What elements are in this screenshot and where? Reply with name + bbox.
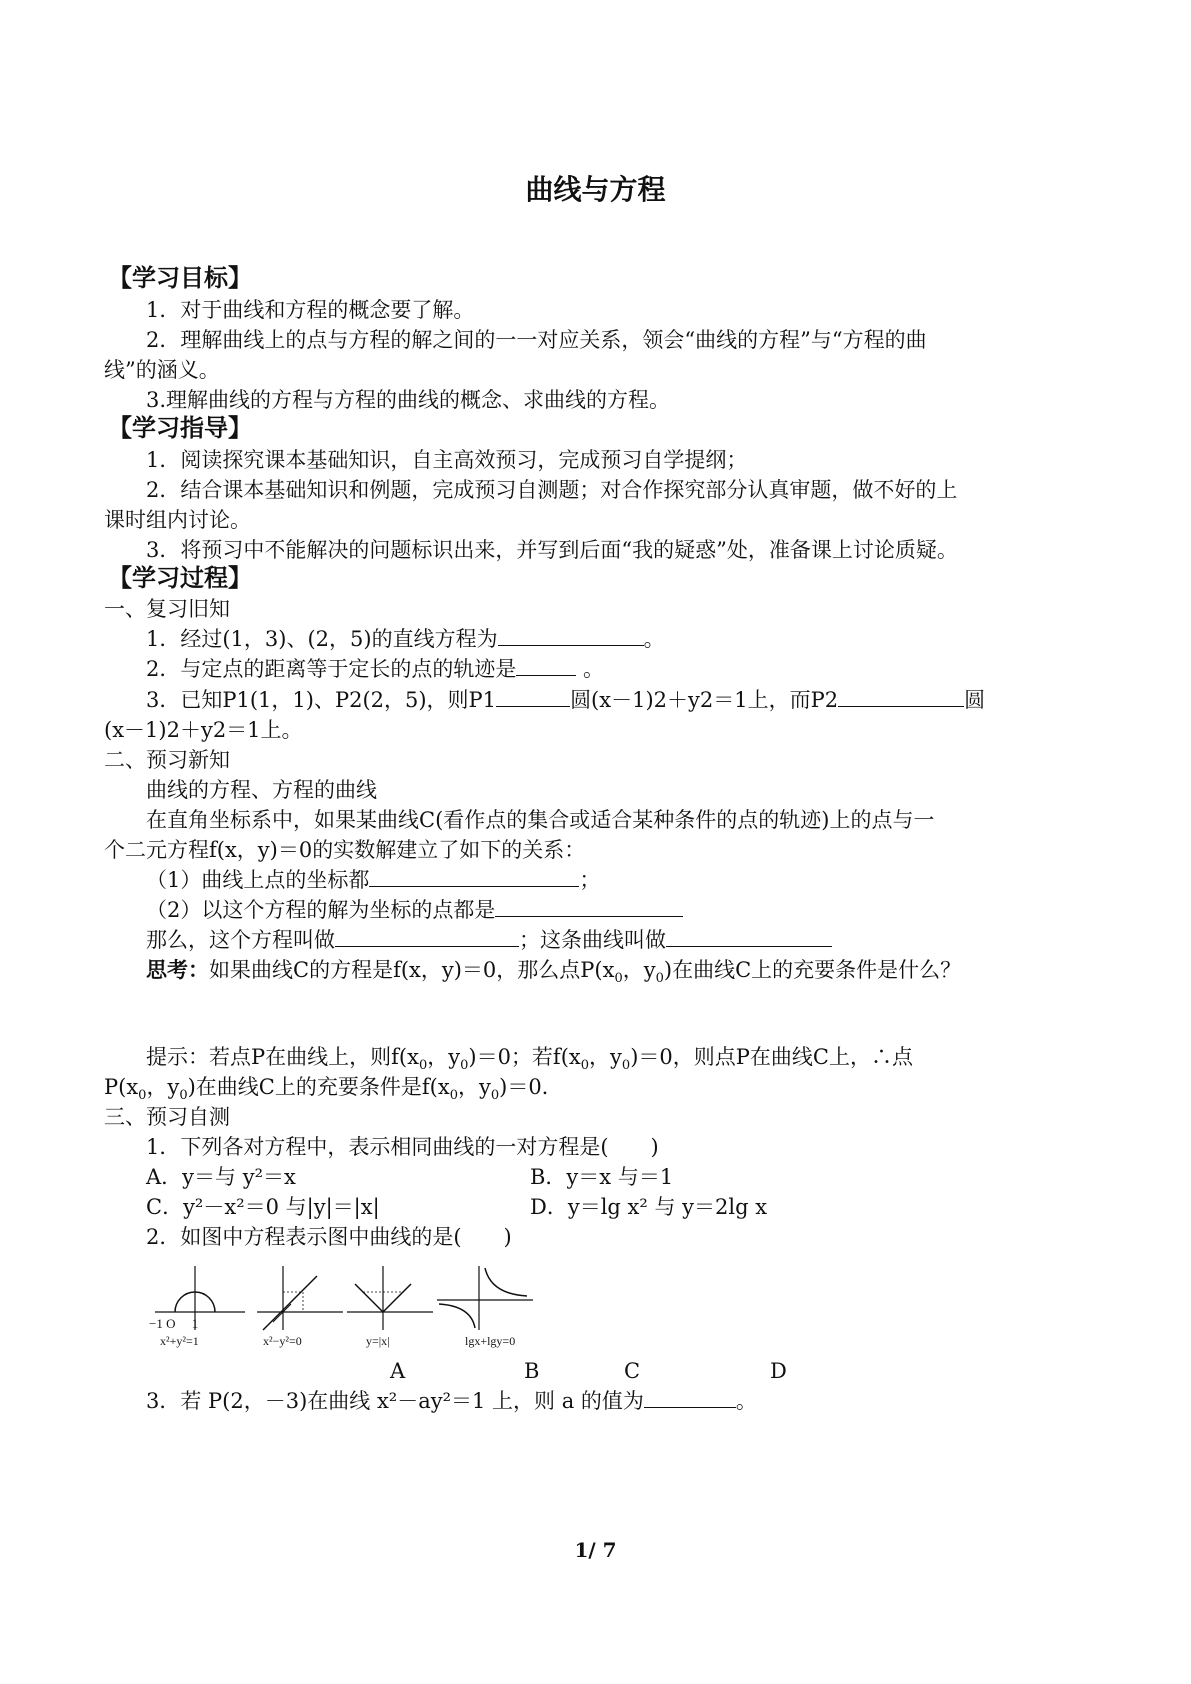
subscript: 0 bbox=[138, 1088, 147, 1104]
section-review: 一、复习旧知 bbox=[104, 597, 230, 621]
answer-blank[interactable] bbox=[496, 686, 570, 707]
preview-paragraph: 个二元方程f(x，y)＝0的实数解建立了如下的关系： bbox=[104, 838, 586, 862]
think-text: ，y bbox=[622, 958, 656, 982]
heading-process: 【学习过程】 bbox=[108, 564, 252, 592]
condition-1-text: （1）曲线上点的坐标都 bbox=[146, 868, 370, 892]
hint-text: )＝0. bbox=[499, 1075, 549, 1099]
subscript: 0 bbox=[621, 1058, 631, 1074]
answer-blank[interactable] bbox=[838, 686, 964, 707]
goal-item: 线”的涵义。 bbox=[104, 358, 220, 382]
answer-blank[interactable] bbox=[335, 926, 519, 947]
think-text: 如果曲线C的方程是f(x，y)＝0，那么点P(x bbox=[209, 958, 615, 982]
figure-d-hyperbola bbox=[435, 1262, 535, 1332]
hint-text: )在曲线C上的充要条件是f(x bbox=[187, 1075, 450, 1099]
review-q3-text: 圆(x－1)2＋y2＝1上，而P2 bbox=[570, 688, 839, 712]
page-title: 曲线与方程 bbox=[525, 173, 666, 206]
hint-text: P(x bbox=[104, 1075, 139, 1099]
review-q3-cont: (x－1)2＋y2＝1上。 bbox=[104, 718, 303, 742]
answer-blank[interactable] bbox=[369, 866, 579, 887]
hint-text: )＝0；若f(x bbox=[468, 1045, 581, 1069]
review-q2 bbox=[146, 655, 604, 683]
option-d[interactable]: D．y＝lg x² 与 y＝2lg x bbox=[530, 1195, 768, 1219]
guide-item: 3．将预习中不能解决的问题标识出来，并写到后面“我的疑惑”处，准备课上讨论质疑。 bbox=[146, 538, 958, 562]
think-text: )在曲线C上的充要条件是什么？ bbox=[663, 958, 962, 982]
option-a[interactable]: A．y＝与 y²＝x bbox=[146, 1165, 296, 1189]
condition-2 bbox=[146, 896, 683, 924]
fig-caption-a: x²+y²=1 bbox=[160, 1334, 199, 1348]
hint-text: ，y bbox=[589, 1045, 622, 1069]
selftest-q3-text: 3．若 P(2，－3)在曲线 x²－ay²＝1 上，则 a 的值为 bbox=[146, 1389, 644, 1413]
subscript: 0 bbox=[614, 971, 623, 987]
think-question bbox=[146, 956, 962, 987]
preview-paragraph: 在直角坐标系中，如果某曲线C(看作点的集合或适合某种条件的点的轨迹)上的点与一 bbox=[146, 808, 935, 832]
subscript: 0 bbox=[655, 971, 664, 987]
subscript: 0 bbox=[580, 1058, 590, 1074]
subscript: 0 bbox=[449, 1088, 458, 1104]
subscript: 0 bbox=[418, 1058, 428, 1074]
subscript: 0 bbox=[490, 1088, 500, 1104]
hint-text: ，y bbox=[457, 1075, 491, 1099]
section-preview: 二、预习新知 bbox=[104, 748, 230, 772]
review-q1 bbox=[146, 625, 665, 653]
review-q3-text: 3．已知P1(1，1)、P2(2，5)，则P1 bbox=[146, 688, 497, 712]
hint-text: 提示：若点P在曲线上，则f(x bbox=[146, 1045, 419, 1069]
hint-text: )＝0，则点P在曲线C上，∴点 bbox=[630, 1045, 913, 1069]
hint-line bbox=[146, 1043, 913, 1074]
answer-blank[interactable] bbox=[498, 625, 644, 646]
review-q3-text: 圆 bbox=[964, 688, 986, 712]
hint-text: ，y bbox=[427, 1045, 461, 1069]
figure-label-a[interactable]: A bbox=[390, 1359, 406, 1383]
condition-2-text: （2）以这个方程的解为坐标的点都是 bbox=[146, 898, 496, 922]
review-q2-end: 。 bbox=[583, 657, 605, 681]
answer-blank[interactable] bbox=[495, 896, 683, 917]
subscript: 0 bbox=[460, 1058, 469, 1074]
section-selftest: 三、预习自测 bbox=[104, 1105, 230, 1129]
option-c[interactable]: C．y²－x²＝0 与|y|＝|x| bbox=[146, 1195, 380, 1219]
hint-line bbox=[104, 1073, 549, 1104]
goal-item: 3.理解曲线的方程与方程的曲线的概念、求曲线的方程。 bbox=[146, 388, 671, 412]
definition-text: ；这条曲线叫做 bbox=[519, 928, 666, 952]
figure-label-c[interactable]: C bbox=[624, 1359, 641, 1383]
figure-label-b[interactable]: B bbox=[524, 1359, 540, 1383]
option-b[interactable]: B．y＝x 与＝1 bbox=[530, 1165, 674, 1189]
guide-item: 1．阅读探究课本基础知识，自主高效预习，完成预习自学提纲； bbox=[146, 448, 748, 472]
figure-b-lines bbox=[255, 1262, 345, 1332]
answer-blank[interactable] bbox=[516, 655, 576, 676]
condition-1 bbox=[146, 866, 600, 894]
fig-tick: −1 O 1 bbox=[149, 1316, 199, 1331]
heading-guide: 【学习指导】 bbox=[108, 414, 252, 442]
review-q2-text: 2．与定点的距离等于定长的点的轨迹是 bbox=[146, 657, 517, 681]
selftest-q2: 2．如图中方程表示图中曲线的是( ) bbox=[146, 1225, 512, 1249]
review-q1-end: 。 bbox=[643, 627, 665, 651]
figure-c-abs bbox=[345, 1262, 435, 1332]
heading-goals: 【学习目标】 bbox=[108, 264, 252, 292]
think-label: 思考： bbox=[146, 958, 209, 982]
goal-item: 1．对于曲线和方程的概念要了解。 bbox=[146, 298, 475, 322]
goal-item: 2．理解曲线上的点与方程的解之间的一一对应关系，领会“曲线的方程”与“方程的曲 bbox=[146, 328, 927, 352]
page-number: 1/ 7 bbox=[574, 1538, 617, 1562]
condition-1-end: ； bbox=[579, 868, 601, 892]
definition-text: 那么，这个方程叫做 bbox=[146, 928, 335, 952]
answer-blank[interactable] bbox=[666, 926, 832, 947]
hint-text: ，y bbox=[146, 1075, 180, 1099]
preview-subtitle: 曲线的方程、方程的曲线 bbox=[146, 778, 377, 802]
fig-caption-d: lgx+lgy=0 bbox=[465, 1334, 516, 1348]
selftest-q1: 1．下列各对方程中，表示相同曲线的一对方程是( ) bbox=[146, 1135, 659, 1159]
subscript: 0 bbox=[179, 1088, 188, 1104]
selftest-q3 bbox=[146, 1387, 757, 1415]
review-q1-text: 1．经过(1，3)、(2，5)的直线方程为 bbox=[146, 627, 498, 651]
guide-item: 课时组内讨论。 bbox=[104, 508, 251, 532]
fig-caption-c: y=|x| bbox=[366, 1334, 390, 1348]
review-q3 bbox=[146, 686, 985, 714]
figure-label-d[interactable]: D bbox=[770, 1359, 787, 1383]
guide-item: 2．结合课本基础知识和例题，完成预习自测题；对合作探究部分认真审题，做不好的上 bbox=[146, 478, 958, 502]
definition-line bbox=[146, 926, 832, 954]
fig-caption-b: x²−y²=0 bbox=[263, 1334, 302, 1348]
answer-blank[interactable] bbox=[644, 1387, 736, 1408]
selftest-q3-end: 。 bbox=[735, 1389, 757, 1413]
